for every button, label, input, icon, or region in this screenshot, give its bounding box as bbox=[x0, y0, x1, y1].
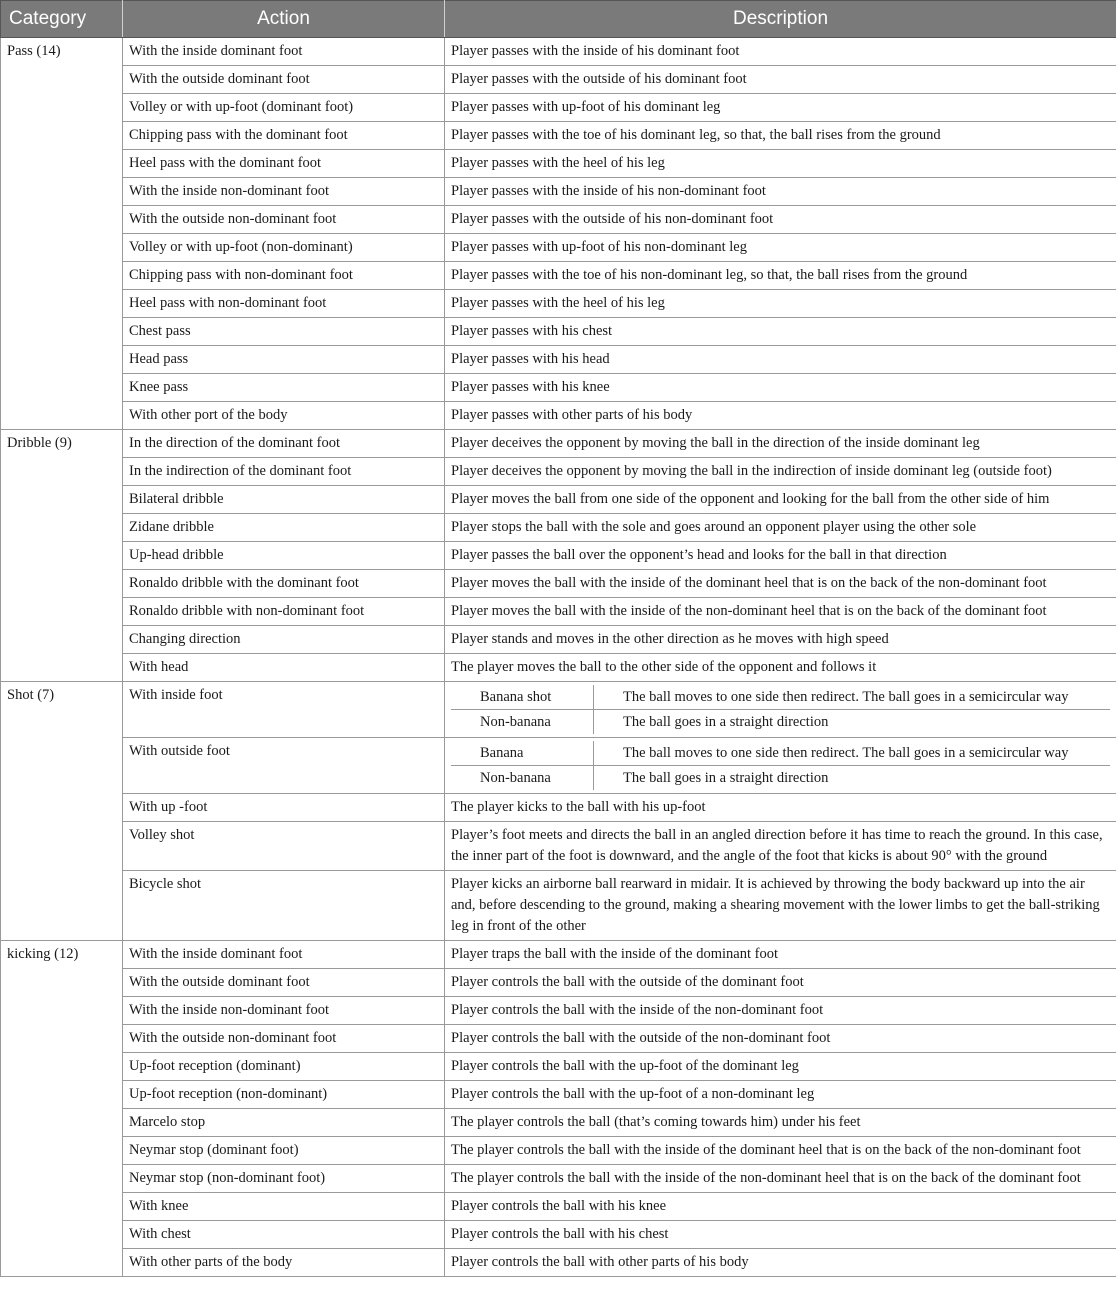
description-cell: Player passes with up-foot of his non-dominant leg bbox=[445, 234, 1116, 262]
description-cell: Player moves the ball from one side of the opponent and looking for the ball from the other side of him bbox=[445, 486, 1116, 514]
table-row bbox=[1, 626, 1116, 654]
description-cell: Player passes the ball over the opponent’s head and looks for the ball in that direction bbox=[445, 542, 1116, 570]
description-cell: Player passes with the outside of his non-dominant foot bbox=[445, 206, 1116, 234]
subtype-label: Banana shot bbox=[451, 685, 594, 710]
table-row bbox=[1, 1109, 1116, 1137]
table-row bbox=[1, 402, 1116, 430]
table-row bbox=[1, 178, 1116, 206]
action-cell: Up-head dribble bbox=[123, 542, 445, 570]
description-cell: Player passes with the inside of his dominant foot bbox=[445, 38, 1116, 66]
description-cell: Player passes with the outside of his dominant foot bbox=[445, 66, 1116, 94]
category-cell: kicking (12) bbox=[1, 941, 123, 1277]
subtype-label: Non-banana bbox=[451, 766, 594, 791]
action-cell: Volley shot bbox=[123, 822, 445, 871]
table-row bbox=[1, 1053, 1116, 1081]
table-row bbox=[1, 1165, 1116, 1193]
description-cell: Player controls the ball with the inside of the non-dominant foot bbox=[445, 997, 1116, 1025]
action-cell: With the inside dominant foot bbox=[123, 38, 445, 66]
table-row bbox=[1, 206, 1116, 234]
table-row bbox=[1, 38, 1116, 66]
subtype-label: Non-banana bbox=[451, 710, 594, 735]
subtype-description: The ball moves to one side then redirect. The ball goes in a semicircular way bbox=[594, 685, 1111, 710]
action-cell: With knee bbox=[123, 1193, 445, 1221]
action-cell: Ronaldo dribble with the dominant foot bbox=[123, 570, 445, 598]
description-cell: Player passes with his chest bbox=[445, 318, 1116, 346]
action-cell: Up-foot reception (non-dominant) bbox=[123, 1081, 445, 1109]
header-category: Category bbox=[1, 1, 123, 38]
table-row bbox=[1, 822, 1116, 871]
subtype-row bbox=[451, 710, 1110, 735]
table-row bbox=[1, 318, 1116, 346]
description-cell: Player passes with the toe of his dominant leg, so that, the ball rises from the ground bbox=[445, 122, 1116, 150]
table-row bbox=[1, 486, 1116, 514]
action-cell: With outside foot bbox=[123, 738, 445, 794]
header-row bbox=[1, 1, 1116, 38]
subtype-description: The ball goes in a straight direction bbox=[623, 770, 829, 786]
table-row bbox=[1, 374, 1116, 402]
subtype-cell bbox=[445, 682, 1116, 738]
action-cell: Marcelo stop bbox=[123, 1109, 445, 1137]
table-row bbox=[1, 234, 1116, 262]
table-row bbox=[1, 122, 1116, 150]
description-cell: The player moves the ball to the other side of the opponent and follows it bbox=[445, 654, 1116, 682]
header-action: Action bbox=[123, 1, 445, 38]
action-cell: Volley or with up-foot (dominant foot) bbox=[123, 94, 445, 122]
description-cell: The player controls the ball with the inside of the non-dominant heel that is on the back of the dominant foot bbox=[445, 1165, 1116, 1193]
subtype-table bbox=[451, 685, 1110, 734]
action-cell: With up -foot bbox=[123, 794, 445, 822]
table-row bbox=[1, 458, 1116, 486]
action-cell: Head pass bbox=[123, 346, 445, 374]
subtype-label: Banana bbox=[451, 741, 594, 766]
description-cell: Player controls the ball with his knee bbox=[445, 1193, 1116, 1221]
description-cell: Player deceives the opponent by moving the ball in the direction of the inside dominant leg bbox=[445, 430, 1116, 458]
table-row bbox=[1, 1137, 1116, 1165]
description-cell: Player passes with his knee bbox=[445, 374, 1116, 402]
action-cell: Heel pass with non-dominant foot bbox=[123, 290, 445, 318]
table-row bbox=[1, 969, 1116, 997]
table-row bbox=[1, 94, 1116, 122]
description-cell: The player controls the ball with the inside of the dominant heel that is on the back of the non-dominant foot bbox=[445, 1137, 1116, 1165]
category-cell: Dribble (9) bbox=[1, 430, 123, 682]
table-row bbox=[1, 997, 1116, 1025]
description-cell: Player kicks an airborne ball rearward in midair. It is achieved by throwing the body backward up into the air and, before descending to the ground, making a shearing movement with the lower limbs to get the ball-striking leg in front of the other bbox=[445, 871, 1116, 941]
description-cell: Player controls the ball with the outside of the non-dominant foot bbox=[445, 1025, 1116, 1053]
table-row bbox=[1, 262, 1116, 290]
action-cell: Volley or with up-foot (non-dominant) bbox=[123, 234, 445, 262]
description-cell: Player controls the ball with other parts of his body bbox=[445, 1249, 1116, 1277]
action-cell: With the inside non-dominant foot bbox=[123, 997, 445, 1025]
action-cell: With the outside non-dominant foot bbox=[123, 1025, 445, 1053]
category-cell: Pass (14) bbox=[1, 38, 123, 430]
description-cell: Player passes with up-foot of his dominant leg bbox=[445, 94, 1116, 122]
action-cell: With chest bbox=[123, 1221, 445, 1249]
subtype-description: The ball moves to one side then redirect. The ball goes in a semicircular way bbox=[594, 741, 1111, 766]
table-row bbox=[1, 514, 1116, 542]
action-cell: Bicycle shot bbox=[123, 871, 445, 941]
action-cell: Up-foot reception (dominant) bbox=[123, 1053, 445, 1081]
table-row bbox=[1, 738, 1116, 794]
action-cell: With other parts of the body bbox=[123, 1249, 445, 1277]
action-cell: Heel pass with the dominant foot bbox=[123, 150, 445, 178]
action-cell: In the direction of the dominant foot bbox=[123, 430, 445, 458]
action-cell: With the outside dominant foot bbox=[123, 66, 445, 94]
category-cell: Shot (7) bbox=[1, 682, 123, 941]
table-row bbox=[1, 1249, 1116, 1277]
description-cell: Player stops the ball with the sole and goes around an opponent player using the other sole bbox=[445, 514, 1116, 542]
description-cell: Player controls the ball with the outside of the dominant foot bbox=[445, 969, 1116, 997]
action-cell: Chipping pass with non-dominant foot bbox=[123, 262, 445, 290]
description-cell: Player passes with the toe of his non-dominant leg, so that, the ball rises from the ground bbox=[445, 262, 1116, 290]
table-body bbox=[1, 38, 1116, 1277]
table-row bbox=[1, 430, 1116, 458]
description-cell: Player moves the ball with the inside of the non-dominant heel that is on the back of the dominant foot bbox=[445, 598, 1116, 626]
description-cell: Player controls the ball with the up-foot of the dominant leg bbox=[445, 1053, 1116, 1081]
action-cell: Neymar stop (dominant foot) bbox=[123, 1137, 445, 1165]
header-description: Description bbox=[445, 1, 1116, 38]
table-row bbox=[1, 1081, 1116, 1109]
description-cell: Player passes with his head bbox=[445, 346, 1116, 374]
table-row bbox=[1, 941, 1116, 969]
description-cell: Player controls the ball with his chest bbox=[445, 1221, 1116, 1249]
description-cell: Player passes with the inside of his non-dominant foot bbox=[445, 178, 1116, 206]
description-cell: Player traps the ball with the inside of the dominant foot bbox=[445, 941, 1116, 969]
table-row bbox=[1, 794, 1116, 822]
action-cell: Knee pass bbox=[123, 374, 445, 402]
table-row bbox=[1, 66, 1116, 94]
description-cell: Player passes with other parts of his body bbox=[445, 402, 1116, 430]
description-cell: Player deceives the opponent by moving the ball in the indirection of inside dominant leg (outside foot) bbox=[445, 458, 1116, 486]
subtype-cell bbox=[445, 738, 1116, 794]
table-row bbox=[1, 542, 1116, 570]
description-cell: Player moves the ball with the inside of the dominant heel that is on the back of the non-dominant foot bbox=[445, 570, 1116, 598]
action-cell: With inside foot bbox=[123, 682, 445, 738]
table-row bbox=[1, 570, 1116, 598]
description-cell: Player passes with the heel of his leg bbox=[445, 150, 1116, 178]
subtype-table bbox=[451, 741, 1110, 790]
table-row bbox=[1, 654, 1116, 682]
description-cell: Player’s foot meets and directs the ball in an angled direction before it has time to reach the ground. In this case, the inner part of the foot is downward, and the angle of the foot that kicks is about 90° with the ground bbox=[445, 822, 1116, 871]
table-row bbox=[1, 682, 1116, 738]
table-row bbox=[1, 871, 1116, 941]
action-cell: With head bbox=[123, 654, 445, 682]
description-cell: The player controls the ball (that’s coming towards him) under his feet bbox=[445, 1109, 1116, 1137]
subtype-row bbox=[451, 741, 1110, 766]
description-cell: Player stands and moves in the other direction as he moves with high speed bbox=[445, 626, 1116, 654]
subtype-row bbox=[451, 766, 1110, 791]
action-cell: Ronaldo dribble with non-dominant foot bbox=[123, 598, 445, 626]
action-cell: With the inside non-dominant foot bbox=[123, 178, 445, 206]
action-cell: With the outside non-dominant foot bbox=[123, 206, 445, 234]
action-cell: Bilateral dribble bbox=[123, 486, 445, 514]
table-row bbox=[1, 290, 1116, 318]
description-cell: The player kicks to the ball with his up-foot bbox=[445, 794, 1116, 822]
table-row bbox=[1, 1221, 1116, 1249]
action-cell: Neymar stop (non-dominant foot) bbox=[123, 1165, 445, 1193]
action-cell: Changing direction bbox=[123, 626, 445, 654]
action-cell: Chipping pass with the dominant foot bbox=[123, 122, 445, 150]
description-cell: Player controls the ball with the up-foot of a non-dominant leg bbox=[445, 1081, 1116, 1109]
action-cell: Chest pass bbox=[123, 318, 445, 346]
action-cell: With the outside dominant foot bbox=[123, 969, 445, 997]
table-row bbox=[1, 1025, 1116, 1053]
description-cell: Player passes with the heel of his leg bbox=[445, 290, 1116, 318]
action-cell: Zidane dribble bbox=[123, 514, 445, 542]
table-row bbox=[1, 346, 1116, 374]
action-cell: With the inside dominant foot bbox=[123, 941, 445, 969]
action-cell: With other port of the body bbox=[123, 402, 445, 430]
table-row bbox=[1, 150, 1116, 178]
action-cell: In the indirection of the dominant foot bbox=[123, 458, 445, 486]
subtype-row bbox=[451, 685, 1110, 710]
table-row bbox=[1, 598, 1116, 626]
table-row bbox=[1, 1193, 1116, 1221]
subtype-description: The ball goes in a straight direction bbox=[623, 714, 829, 730]
